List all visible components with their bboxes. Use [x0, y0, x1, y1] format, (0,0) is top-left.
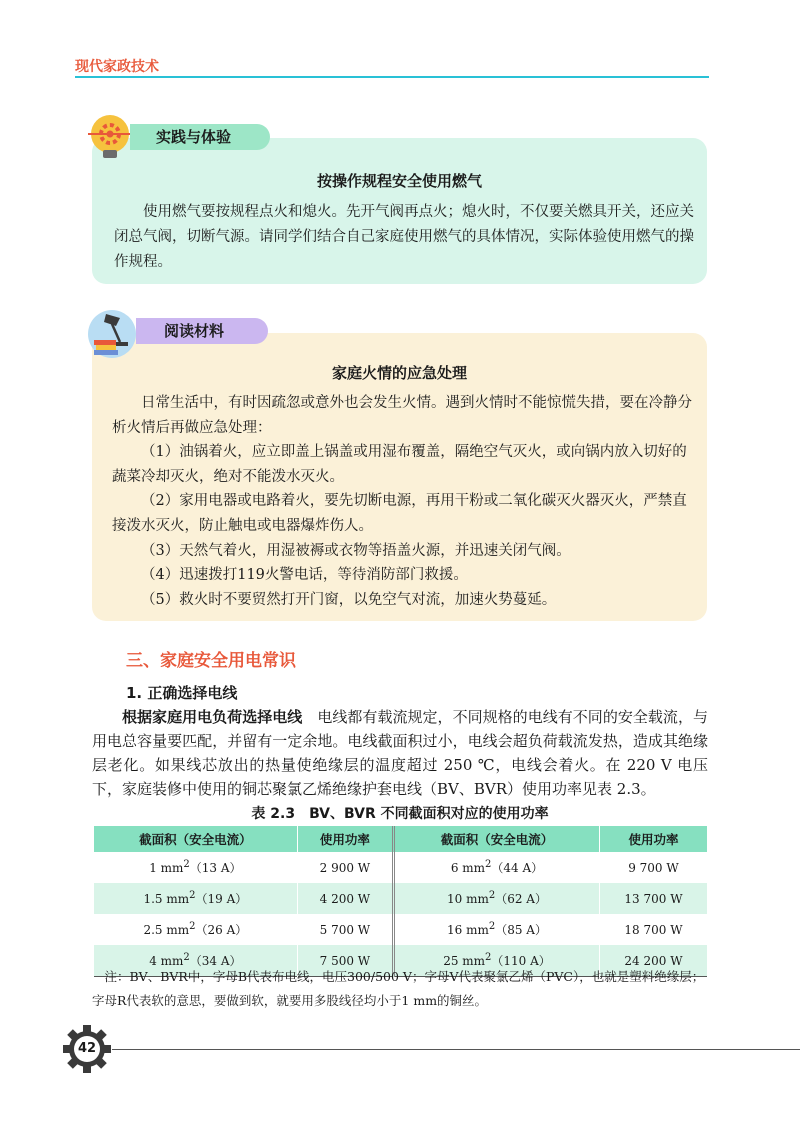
- reading-paragraph: （4）迅速拨打119火警电话，等待消防部门救援。: [141, 567, 468, 584]
- table-cell: 24 200 W: [599, 945, 707, 977]
- table-cell: 5 700 W: [297, 914, 393, 945]
- table-cell: 7 500 W: [297, 945, 393, 977]
- table-row: [94, 883, 708, 914]
- running-header-title: 现代家政技术: [75, 59, 159, 75]
- table-cell: 16 $mm^2(85$ A）: [394, 914, 600, 945]
- table-cell: 4 200 W: [297, 883, 393, 914]
- table-header-cell: 使用功率: [599, 826, 707, 852]
- table-cell: 4 $mm^2(34$ A）: [94, 945, 297, 977]
- table-row: [94, 914, 708, 945]
- table-header-cell: 截面积（安全电流）: [394, 826, 600, 852]
- table-header-cell: 使用功率: [297, 826, 393, 852]
- table-cell: 6 $mm^2(44$ A）: [394, 852, 600, 883]
- reading-text: [112, 391, 692, 612]
- table-header-row: [94, 826, 708, 852]
- table-cell: 13 700 W: [599, 883, 707, 914]
- reading-title: 家庭火情的应急处理: [331, 364, 467, 382]
- table-cell: 25 $mm^2(110$ A）: [394, 945, 600, 977]
- practice-title: 按操作规程安全使用燃气: [316, 172, 482, 190]
- power-table: [94, 826, 708, 977]
- practice-label: 实践与体验: [130, 124, 270, 150]
- table-cell: 18 700 W: [599, 914, 707, 945]
- lead-text: 根据家庭用电负荷选择电线: [122, 708, 303, 726]
- table-cell: 1 $mm^2(13$ A）: [94, 852, 297, 883]
- table-cell: 2.5 $mm^2(26$ A）: [94, 914, 297, 945]
- table-cell: 10 $mm^2(62$ A）: [394, 883, 600, 914]
- table-cell: 2 900 W: [297, 852, 393, 883]
- sub-heading: 1. 正确选择电线: [126, 684, 238, 702]
- table-cell: 9 700 W: [599, 852, 707, 883]
- header-rule: [75, 76, 709, 78]
- reading-paragraph: 日常生活中，有时因疏忽或意外也会发生火情。遇到火情时不能惊慌失措，要在冷静分析火情后再做应急处理：: [112, 395, 692, 436]
- practice-paragraph: 使用燃气要按规程点火和熄火。先开气阀再点火；熄火时，不仅要关燃具开关，还应关闭总气阀，切断气源。请同学们结合自己家庭使用燃气的具体情况，实际体验使用燃气的操作规程。: [114, 204, 694, 270]
- note-text: 注：BV、BVR中，字母B代表布电线，电压300/500 V；字母V代表聚氯乙烯（PVC），也就是塑料绝缘层；字母R代表软的意思，要做到软，就要用多股线径均小于1 mm的铜丝。: [92, 969, 705, 1008]
- page-number: 42: [77, 1041, 97, 1056]
- reading-label: 阅读材料: [136, 318, 268, 344]
- practice-text: [114, 200, 694, 275]
- body-text: [92, 705, 708, 801]
- table-cell: 1.5 $mm^2(19$ A）: [94, 883, 297, 914]
- reading-paragraph: （5）救火时不要贸然打开门窗，以免空气对流，加速火势蔓延。: [141, 591, 557, 608]
- footer-rule: [112, 1049, 800, 1050]
- reading-paragraph: （2）家用电器或电路着火，要先切断电源，再用干粉或二氧化碳灭火器灭火，严禁直接泼水灭火，防止触电或电器爆炸伤人。: [112, 493, 687, 534]
- desk-lamp-books-icon: [86, 306, 142, 362]
- table-caption: 表 2.3 BV、BVR 不同截面积对应的使用功率: [251, 806, 549, 822]
- reading-paragraph: （1）油锅着火，应立即盖上锅盖或用湿布覆盖，隔绝空气灭火，或向锅内放入切好的蔬菜冷却灭火，绝对不能泼水灭火。: [112, 444, 687, 485]
- table-note: [92, 965, 708, 1013]
- table-header-cell: 截面积（安全电流）: [94, 826, 297, 852]
- body-paragraph: 电线都有载流规定，不同规格的电线有不同的安全载流，与用电总容量要匹配，并留有一定余地。电线截面积过小，电线会超负荷载流发热，造成其绝缘层老化。如果线芯放出的热量使绝缘层的温度超过 250 ℃，电线会着火。在 220 V 电压下，家庭装修中使用的铜芯聚氯乙烯绝缘护套电线（BV、BVR）使用功率见表 2.3。: [92, 708, 708, 798]
- section-heading: 三、家庭安全用电常识: [126, 651, 296, 671]
- reading-paragraph: （3）天然气着火，用湿被褥或衣物等捂盖火源，并迅速关闭气阀。: [141, 542, 571, 559]
- table-row: [94, 852, 708, 883]
